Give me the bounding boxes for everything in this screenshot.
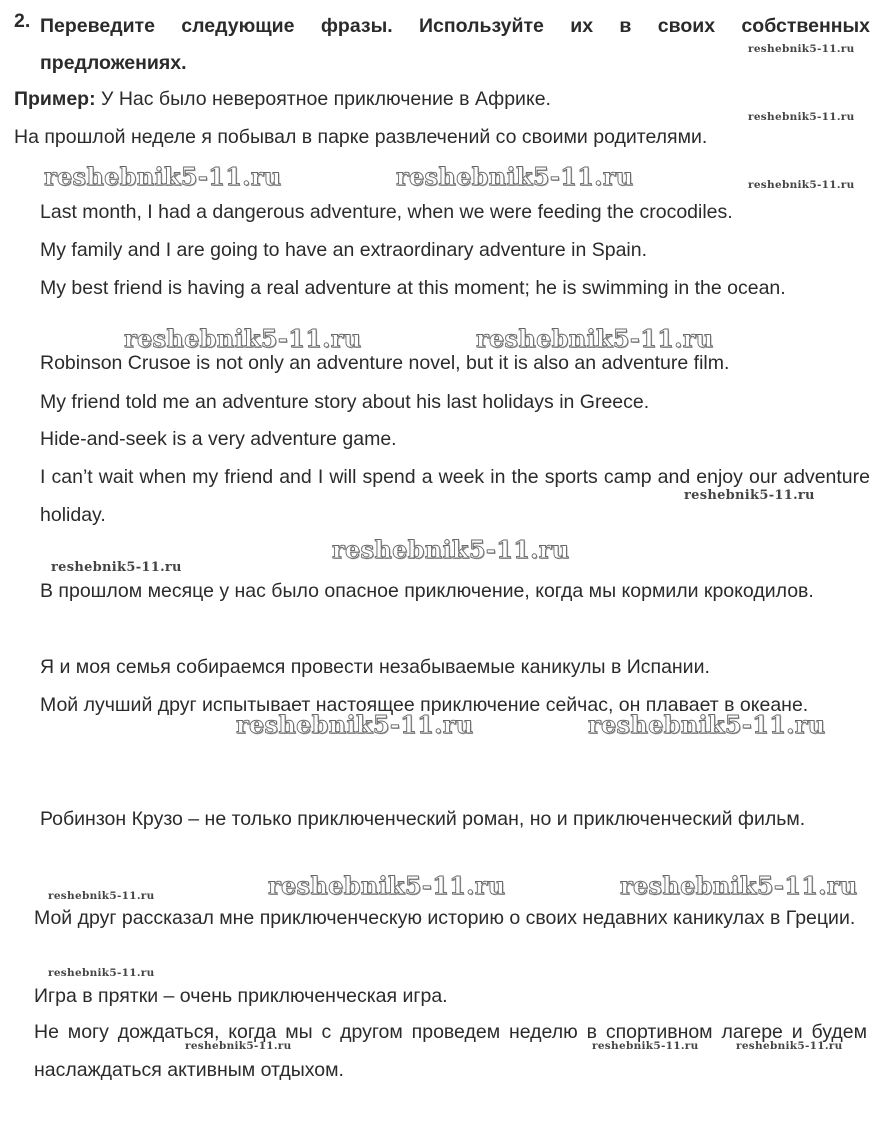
watermark: reshebnik5-11.ru — [51, 560, 182, 575]
ru-sentence-7: Не могу дождаться, когда мы с другом проведем неделю в спортивном лагере и будем наслаждаться активным отдыхом. — [34, 1021, 867, 1081]
watermark: reshebnik5-11.ru — [588, 710, 826, 739]
en-sentence-2: My family and I are going to have an extraordinary adventure in Spain. — [40, 239, 648, 261]
watermark: reshebnik5-11.ru — [748, 179, 855, 191]
ru-sentence-6: Игра в прятки – очень приключенческая игра. — [34, 985, 448, 1007]
watermark: reshebnik5-11.ru — [124, 324, 362, 353]
watermark: reshebnik5-11.ru — [236, 710, 474, 739]
en-sentence-4: Robinson Crusoe is not only an adventure novel, but it is also an adventure film. — [40, 352, 730, 374]
watermark: reshebnik5-11.ru — [748, 111, 855, 123]
example-text: У Нас было невероятное приключение в Африке. — [95, 88, 551, 110]
watermark: reshebnik5-11.ru — [44, 162, 282, 191]
watermark: reshebnik5-11.ru — [620, 871, 858, 900]
task-number: 2. — [14, 10, 31, 32]
en-sentence-6: Hide-and-seek is a very adventure game. — [40, 428, 397, 450]
example-label: Пример: — [14, 88, 96, 110]
ru-sentence-1: В прошлом месяце у нас было опасное приключение, когда мы кормили крокодилов. — [40, 580, 814, 602]
watermark: reshebnik5-11.ru — [476, 324, 714, 353]
intro-sentence: На прошлой неделе я побывал в парке развлечений со своими родителями. — [14, 126, 708, 148]
watermark: reshebnik5-11.ru — [332, 535, 570, 564]
watermark: reshebnik5-11.ru — [592, 1040, 699, 1052]
en-sentence-1: Last month, I had a dangerous adventure, when we were feeding the crocodiles. — [40, 201, 733, 223]
en-sentence-5: My friend told me an adventure story about his last holidays in Greece. — [40, 391, 650, 413]
watermark: reshebnik5-11.ru — [748, 43, 855, 55]
watermark: reshebnik5-11.ru — [185, 1040, 292, 1052]
ru-sentence-2: Я и моя семья собираемся провести незабываемые каникулы в Испании. — [40, 656, 710, 678]
watermark: reshebnik5-11.ru — [396, 162, 634, 191]
watermark: reshebnik5-11.ru — [268, 871, 506, 900]
example-line — [14, 86, 551, 112]
watermark: reshebnik5-11.ru — [48, 890, 155, 902]
ru-sentence-4: Робинзон Крузо – не только приключенческий роман, но и приключенческий фильм. — [40, 808, 806, 830]
watermark: reshebnik5-11.ru — [736, 1040, 843, 1052]
ru-sentence-3: Мой лучший друг испытывает настоящее приключение сейчас, он плавает в океане. — [40, 694, 809, 716]
watermark: reshebnik5-11.ru — [684, 488, 815, 503]
watermark: reshebnik5-11.ru — [48, 967, 155, 979]
en-sentence-3: My best friend is having a real adventure at this moment; he is swimming in the ocean. — [40, 277, 786, 299]
task-title: Переведите следующие фразы. Используйте их в своих собственных предложениях. — [40, 15, 870, 74]
ru-sentence-5: Мой друг рассказал мне приключенческую историю о своих недавних каникулах в Греции. — [34, 907, 856, 929]
en-sentence-7: I can’t wait when my friend and I will spend a week in the sports camp and enjoy our adventure holiday. — [40, 466, 870, 526]
